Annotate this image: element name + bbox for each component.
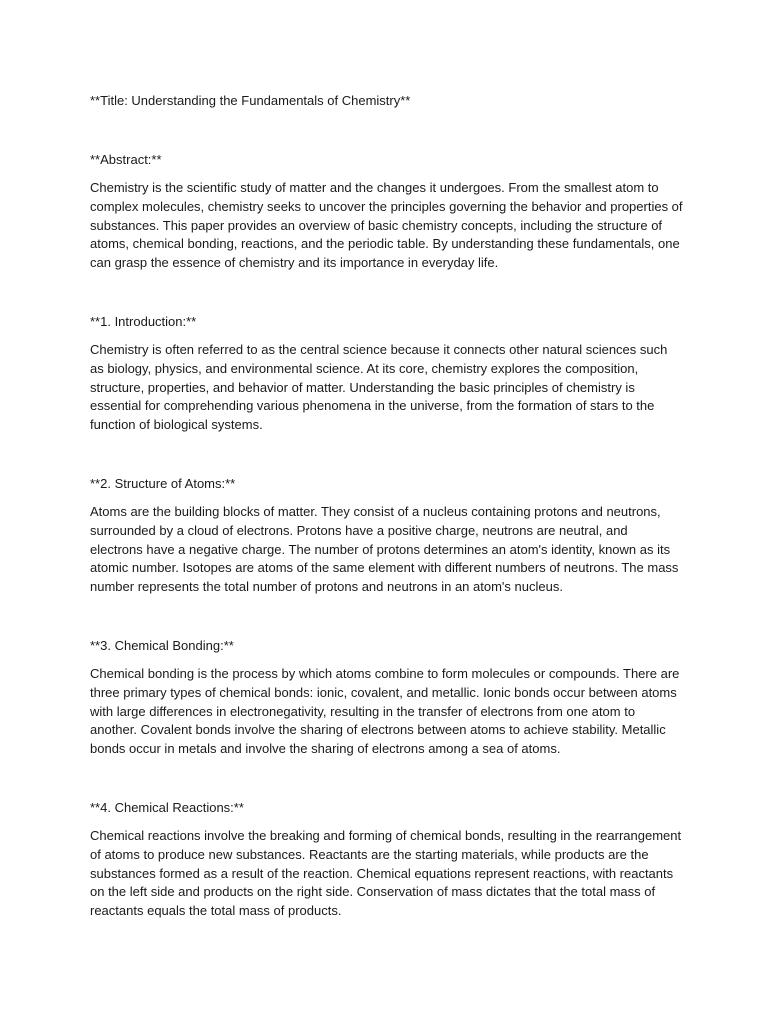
document-title: **Title: Understanding the Fundamentals of Chemistry** — [90, 93, 411, 108]
section-body-abstract: Chemistry is the scientific study of matter and the changes it undergoes. From the smallest atom to complex molecules, chemistry seeks to uncover the principles governing the behavior and properties of substances. This paper provides an overview of basic chemistry concepts, including the structure of atoms, chemical bonding, reactions, and the periodic table. By understanding these fundamentals, one can grasp the essence of chemistry and its importance in everyday life. — [90, 180, 683, 271]
section-body-chemical-bonding: Chemical bonding is the process by which atoms combine to form molecules or compounds. There are three primary types of chemical bonds: ionic, covalent, and metallic. Ionic bonds occur between atoms with large differences in electronegativity, resulting in the transfer of electrons from one atom to another. Covalent bonds involve the sharing of electrons between atoms to achieve stability. Metallic bonds occur in metals and involve the sharing of electrons among a sea of atoms. — [90, 665, 680, 757]
document-content — [90, 91, 684, 921]
section-heading-abstract: **Abstract:** — [90, 152, 162, 167]
section-body-structure-of-atoms: Atoms are the building blocks of matter. They consist of a nucleus containing protons and neutrons, surrounded by a cloud of electrons. Protons have a positive charge, neutrons are neutral, and electrons have a negative charge. The number of protons determines an atom's identity, known as its atomic number. Isotopes are atoms of the same element with different numbers of neutrons. The mass number represents the total number of protons and neutrons in an atom's nucleus. — [90, 503, 679, 595]
section-body-introduction: Chemistry is often referred to as the central science because it connects other natural sciences such as biology, physics, and environmental science. At its core, chemistry explores the composition, structure, properties, and behavior of matter. Understanding the basic principles of chemistry is essential for comprehending various phenomena in the universe, from the formation of stars to the function of biological systems. — [90, 341, 668, 433]
section-heading-introduction: **1. Introduction:** — [90, 313, 197, 329]
section-heading-chemical-reactions: **4. Chemical Reactions:** — [90, 799, 244, 815]
section-heading-chemical-bonding: **3. Chemical Bonding:** — [90, 637, 234, 653]
section-body-chemical-reactions: Chemical reactions involve the breaking and forming of chemical bonds, resulting in the rearrangement of atoms to produce new substances. Reactants are the starting materials, while products are the substances formed as a result of the reaction. Chemical equations represent reactions, with reactants on the left side and products on the right side. Conservation of mass dictates that the total mass of reactants equals the total mass of products. — [90, 827, 682, 919]
section-heading-structure-of-atoms: **2. Structure of Atoms:** — [90, 475, 236, 491]
